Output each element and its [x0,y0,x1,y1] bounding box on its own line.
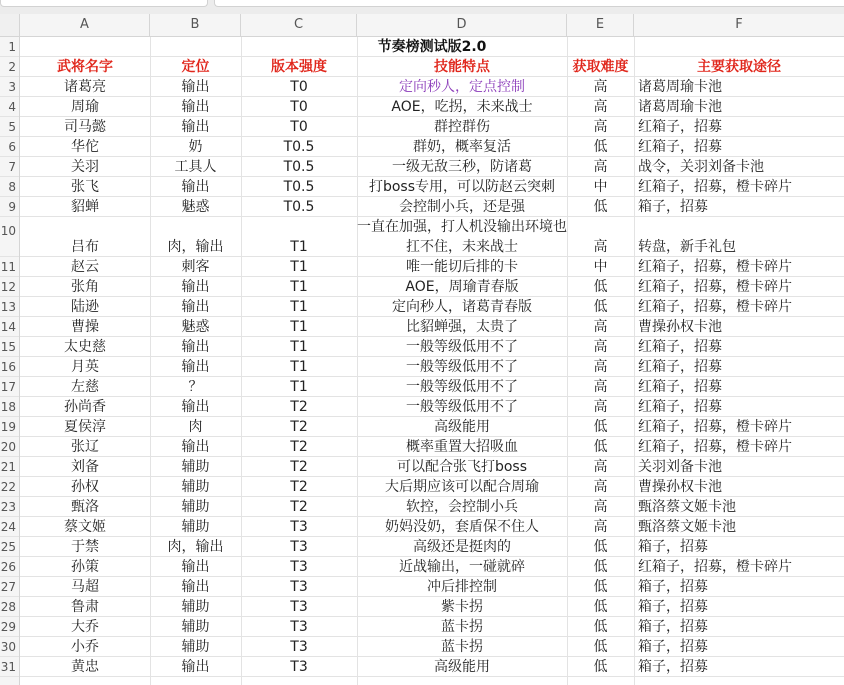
cell-difficulty[interactable]: 高 [593,339,608,355]
cell-skill[interactable]: 大后期应该可以配合周瑜 [385,479,539,495]
cell-hero-name[interactable]: 张角 [71,279,99,295]
cell-tier[interactable]: T0 [290,99,308,115]
table-row [20,637,844,657]
table-row [20,377,844,397]
header-cell-tier[interactable]: 版本强度 [271,59,327,75]
cell-hero-name[interactable]: 司马懿 [64,119,106,135]
cell-skill[interactable]: 一般等级低用不了 [406,359,518,375]
cell-hero-name[interactable]: 黄忠 [71,659,99,675]
cell-skill[interactable]: 群奶，概率复活 [413,139,511,155]
cell-hero-name[interactable]: 蔡文姬 [64,519,106,535]
cell-source[interactable]: 箱子，招募 [638,659,708,675]
row-header[interactable]: 16 [0,357,19,377]
table-row [20,537,844,557]
cell-skill[interactable]: 群控群伤 [434,119,490,135]
cell-tier[interactable]: T3 [290,579,308,595]
header-row [20,57,844,77]
cell-difficulty[interactable]: 低 [593,619,608,635]
sheet-grid [20,37,844,685]
cell-tier[interactable]: T3 [290,539,308,555]
cell-role[interactable]: 辅助 [181,599,210,615]
cell-source[interactable]: 诸葛周瑜卡池 [638,99,722,115]
cell-hero-name[interactable]: 马超 [71,579,99,595]
cell-role[interactable]: 输出 [181,659,210,675]
cell-source[interactable]: 战令，关羽刘备卡池 [638,159,764,175]
cell-skill[interactable]: 一般等级低用不了 [406,379,518,395]
row-header-bar [0,37,20,685]
table-row [20,297,844,317]
cell-difficulty[interactable]: 高 [593,319,608,335]
cell-difficulty[interactable]: 低 [593,199,608,215]
cell-skill[interactable]: 奶妈没奶，套盾保不住人 [385,519,539,535]
cell-difficulty[interactable]: 高 [593,359,608,375]
row-header[interactable]: 3 [0,77,19,97]
cell-role[interactable]: 输出 [181,299,210,315]
table-row [20,317,844,337]
cell-role[interactable]: 输出 [181,279,210,295]
sheet-title[interactable]: 节奏榜测试版2.0 [377,39,487,55]
cell-tier[interactable]: T1 [290,239,308,255]
row-header[interactable]: 4 [0,97,19,117]
column-header-e[interactable]: E [567,14,634,36]
cell-difficulty[interactable]: 低 [593,579,608,595]
cell-role[interactable]: 输出 [181,439,210,455]
table-row [20,657,844,677]
cell-difficulty[interactable]: 低 [593,419,608,435]
table-row [20,137,844,157]
cell-hero-name[interactable]: 于禁 [71,539,99,555]
title-row [20,37,844,57]
cell-difficulty[interactable]: 低 [593,659,608,675]
cell-skill[interactable]: 一直在加强，打人机没输出环境也扛不住，未来战士 [357,219,567,255]
cell-source[interactable]: 红箱子，招募，橙卡碎片 [638,299,792,315]
row-header[interactable]: 8 [0,177,19,197]
cell-difficulty[interactable]: 高 [593,379,608,395]
cell-difficulty[interactable]: 低 [593,299,608,315]
table-row [20,397,844,417]
cell-skill[interactable]: 会控制小兵，还是强 [399,199,525,215]
cell-hero-name[interactable]: 关羽 [71,159,99,175]
cell-skill[interactable]: 定向秒人，定点控制 [399,79,525,95]
cell-hero-name[interactable]: 夏侯淳 [64,419,106,435]
column-header-b[interactable]: B [150,14,241,36]
cell-hero-name[interactable]: 大乔 [71,619,99,635]
cell-tier[interactable]: T1 [290,259,308,275]
table-row [20,157,844,177]
cell-tier[interactable]: T3 [290,519,308,535]
table-row [20,517,844,537]
row-header[interactable]: 21 [0,457,19,477]
row-header[interactable]: 11 [0,257,19,277]
row-header[interactable]: 6 [0,137,19,157]
cell-source[interactable]: 红箱子，招募，橙卡碎片 [638,419,792,435]
cell-role[interactable]: 输出 [181,99,210,115]
cell-skill[interactable]: AOE，吃拐，未来战士 [391,99,533,115]
table-row [20,97,844,117]
row-header[interactable]: 15 [0,337,19,357]
cell-tier[interactable]: T2 [290,439,308,455]
cell-role[interactable]: ？ [188,379,203,395]
cell-hero-name[interactable]: 陆逊 [71,299,99,315]
cell-hero-name[interactable]: 周瑜 [71,99,99,115]
cell-source[interactable]: 箱子，招募 [638,579,708,595]
cell-difficulty[interactable]: 低 [593,439,608,455]
cell-skill[interactable]: 唯一能切后排的卡 [406,259,518,275]
cell-skill[interactable]: 概率重置大招吸血 [406,439,518,455]
cell-tier[interactable]: T1 [290,359,308,375]
cell-role[interactable]: 肉，输出 [167,239,224,255]
cell-source[interactable]: 箱子，招募 [638,199,708,215]
row-header[interactable]: 28 [0,597,19,617]
table-row [20,177,844,197]
cell-tier[interactable]: T2 [290,459,308,475]
header-cell-source[interactable]: 主要获取途径 [697,59,781,75]
cell-hero-name[interactable]: 月英 [71,359,99,375]
cell-role[interactable]: 辅助 [181,519,210,535]
cell-role[interactable]: 输出 [181,359,210,375]
cell-source[interactable]: 红箱子，招募 [638,399,722,415]
cell-role[interactable]: 辅助 [181,459,210,475]
table-row [20,197,844,217]
cell-source[interactable]: 关羽刘备卡池 [638,459,722,475]
cell-role[interactable]: 输出 [181,559,210,575]
row-header[interactable]: 25 [0,537,19,557]
cell-tier[interactable]: T3 [290,619,308,635]
cell-hero-name[interactable]: 张飞 [71,179,99,195]
table-row [20,437,844,457]
cell-difficulty[interactable]: 低 [593,279,608,295]
table-row [20,457,844,477]
cell-skill[interactable]: 一级无敌三秒，防诸葛 [392,159,532,175]
cell-difficulty[interactable]: 低 [593,539,608,555]
cell-role[interactable]: 魅惑 [181,319,210,335]
cell-tier[interactable]: T3 [290,559,308,575]
cell-tier[interactable]: T0 [290,79,308,95]
cell-skill[interactable]: 蓝卡拐 [441,619,483,635]
table-row [20,77,844,97]
cell-difficulty[interactable]: 低 [593,559,608,575]
row-header[interactable]: 1 [0,37,19,57]
cell-role[interactable]: 辅助 [181,499,210,515]
row-header[interactable]: 18 [0,397,19,417]
cell-skill[interactable]: 高级能用 [434,659,490,675]
table-row [20,617,844,637]
cell-difficulty[interactable]: 高 [593,159,608,175]
row-header[interactable]: 7 [0,157,19,177]
cell-source[interactable]: 红箱子，招募，橙卡碎片 [638,259,792,275]
row-header[interactable]: 30 [0,637,19,657]
cell-skill[interactable]: 蓝卡拐 [441,639,483,655]
cell-tier[interactable]: T0 [290,119,308,135]
row-header[interactable]: 14 [0,317,19,337]
cell-source[interactable]: 甄洛蔡文姬卡池 [638,499,736,515]
cell-difficulty[interactable]: 低 [593,599,608,615]
cell-source[interactable]: 箱子，招募 [638,619,708,635]
header-cell-difficulty[interactable]: 获取难度 [572,59,629,75]
table-row [20,257,844,277]
cell-tier[interactable]: T3 [290,599,308,615]
header-cell-skill[interactable]: 技能特点 [434,59,490,75]
cell-role[interactable]: 输出 [181,79,210,95]
cell-source[interactable]: 红箱子，招募，橙卡碎片 [638,279,792,295]
column-header-a[interactable]: A [20,14,150,36]
cell-tier[interactable]: T2 [290,399,308,415]
cell-tier[interactable]: T2 [290,499,308,515]
header-cell-role[interactable]: 定位 [181,59,210,75]
cell-role[interactable]: 奶 [188,139,203,155]
cell-skill[interactable]: AOE，周瑜青春版 [405,279,519,295]
cell-source[interactable]: 红箱子，招募 [638,339,722,355]
cell-tier[interactable]: T2 [290,479,308,495]
cell-skill[interactable]: 定向秒人，诸葛青春版 [392,299,532,315]
column-header-c[interactable]: C [241,14,357,36]
cell-role[interactable]: 肉 [188,419,203,435]
cell-skill[interactable]: 冲后排控制 [427,579,497,595]
cell-source[interactable]: 曹操孙权卡池 [638,319,722,335]
cell-hero-name[interactable]: 诸葛亮 [64,79,106,95]
cell-tier[interactable]: T0.5 [283,179,315,195]
cell-role[interactable]: 输出 [181,579,210,595]
row-header[interactable]: 24 [0,517,19,537]
cell-hero-name[interactable]: 貂蝉 [71,199,99,215]
cell-difficulty[interactable]: 中 [593,259,608,275]
cell-difficulty[interactable]: 低 [593,139,608,155]
cell-source[interactable]: 箱子，招募 [638,539,708,555]
cell-source[interactable]: 箱子，招募 [638,599,708,615]
table-row [20,577,844,597]
row-header[interactable]: 17 [0,377,19,397]
table-row [20,337,844,357]
cell-difficulty[interactable]: 高 [593,119,608,135]
cell-hero-name[interactable]: 刘备 [71,459,99,475]
cell-difficulty[interactable]: 低 [593,639,608,655]
cell-role[interactable]: 辅助 [181,479,210,495]
cell-role[interactable]: 辅助 [181,639,210,655]
cell-source[interactable]: 红箱子，招募 [638,139,722,155]
cell-hero-name[interactable]: 张辽 [71,439,99,455]
table-row [20,117,844,137]
cell-source[interactable]: 红箱子，招募 [638,379,722,395]
row-header[interactable]: 12 [0,277,19,297]
row-header[interactable]: 5 [0,117,19,137]
cell-source[interactable]: 诸葛周瑜卡池 [638,79,722,95]
cell-role[interactable]: 输出 [181,119,210,135]
cell-difficulty[interactable]: 高 [593,399,608,415]
row-header[interactable]: 29 [0,617,19,637]
row-header[interactable]: 27 [0,577,19,597]
table-row [20,417,844,437]
cell-skill[interactable]: 紫卡拐 [441,599,483,615]
name-box[interactable] [0,0,208,7]
cell-hero-name[interactable]: 太史慈 [64,339,106,355]
cell-tier[interactable]: T0.5 [283,139,315,155]
cell-difficulty[interactable]: 高 [593,519,608,535]
row-header[interactable]: 10 [0,217,19,257]
cell-source[interactable]: 转盘，新手礼包 [638,239,736,255]
column-header-bar [0,14,844,37]
row-header[interactable]: 31 [0,657,19,677]
cell-hero-name[interactable]: 华佗 [71,139,99,155]
cell-role[interactable]: 肉，输出 [167,539,224,555]
cell-difficulty[interactable]: 中 [593,179,608,195]
cell-hero-name[interactable]: 孙权 [71,479,99,495]
cell-skill[interactable]: 高级能用 [434,419,490,435]
cell-role[interactable]: 刺客 [181,259,210,275]
cell-tier[interactable]: T2 [290,419,308,435]
column-header-d[interactable]: D [357,14,567,36]
cell-role[interactable]: 输出 [181,339,210,355]
cell-skill[interactable]: 高级还是挺肉的 [413,539,511,555]
cell-hero-name[interactable]: 孙策 [71,559,99,575]
row-header[interactable]: 9 [0,197,19,217]
cell-source[interactable]: 红箱子，招募 [638,119,722,135]
table-row [20,557,844,577]
cell-difficulty[interactable]: 高 [593,79,608,95]
cell-source[interactable]: 红箱子，招募，橙卡碎片 [638,179,792,195]
cell-skill[interactable]: 比貂蝉强，太贵了 [406,319,518,335]
cell-role[interactable]: 辅助 [181,619,210,635]
table-row [20,217,844,257]
cell-hero-name[interactable]: 左慈 [71,379,99,395]
table-row [20,497,844,517]
row-header[interactable]: 26 [0,557,19,577]
cell-source[interactable]: 曹操孙权卡池 [638,479,722,495]
cell-tier[interactable]: T0.5 [283,199,315,215]
select-all-corner[interactable] [0,14,20,36]
cell-hero-name[interactable]: 赵云 [71,259,99,275]
cell-hero-name[interactable]: 吕布 [71,239,99,255]
cell-hero-name[interactable]: 小乔 [71,639,99,655]
cell-source[interactable]: 红箱子，招募 [638,359,722,375]
cell-tier[interactable]: T3 [290,639,308,655]
cell-tier[interactable]: T0.5 [283,159,315,175]
column-header-f[interactable]: F [735,17,743,32]
cell-hero-name[interactable]: 曹操 [71,319,99,335]
cell-role[interactable]: 输出 [181,179,210,195]
cell-skill[interactable]: 一般等级低用不了 [406,399,518,415]
cell-tier[interactable]: T1 [290,279,308,295]
row-header[interactable]: 22 [0,477,19,497]
cell-tier[interactable]: T1 [290,299,308,315]
row-header[interactable]: 19 [0,417,19,437]
cell-difficulty[interactable]: 高 [593,99,608,115]
row-header[interactable]: 20 [0,437,19,457]
cell-skill[interactable]: 可以配合张飞打boss [396,459,528,475]
cell-hero-name[interactable]: 甄洛 [71,499,99,515]
cell-tier[interactable]: T3 [290,659,308,675]
table-row [20,357,844,377]
cell-skill[interactable]: 近战输出，一碰就碎 [399,559,525,575]
cell-difficulty[interactable]: 高 [593,479,608,495]
cell-tier[interactable]: T1 [290,339,308,355]
table-row [20,477,844,497]
cell-tier[interactable]: T1 [290,379,308,395]
cell-tier[interactable]: T1 [290,319,308,335]
cell-role[interactable]: 输出 [181,399,210,415]
cell-source[interactable]: 红箱子，招募，橙卡碎片 [638,559,792,575]
table-row [20,597,844,617]
cell-skill[interactable]: 打boss专用，可以防赵云突刺 [368,179,556,195]
cell-skill[interactable]: 一般等级低用不了 [406,339,518,355]
cell-role[interactable]: 工具人 [174,159,217,175]
cell-hero-name[interactable]: 孙尚香 [64,399,106,415]
cell-hero-name[interactable]: 鲁肃 [71,599,99,615]
cell-source[interactable]: 甄洛蔡文姬卡池 [638,519,736,535]
cell-source[interactable]: 箱子，招募 [638,639,708,655]
table-row [20,277,844,297]
row-header[interactable]: 23 [0,497,19,517]
formula-bar[interactable] [214,0,844,7]
toolbar-strip [0,0,844,14]
cell-difficulty[interactable]: 高 [593,239,608,255]
cell-difficulty[interactable]: 高 [593,459,608,475]
cell-skill[interactable]: 软控，会控制小兵 [406,499,518,515]
header-cell-name[interactable]: 武将名字 [57,59,113,75]
cell-difficulty[interactable]: 高 [593,499,608,515]
row-header[interactable]: 2 [0,57,19,77]
cell-role[interactable]: 魅惑 [181,199,210,215]
cell-source[interactable]: 红箱子，招募，橙卡碎片 [638,439,792,455]
row-header[interactable]: 13 [0,297,19,317]
